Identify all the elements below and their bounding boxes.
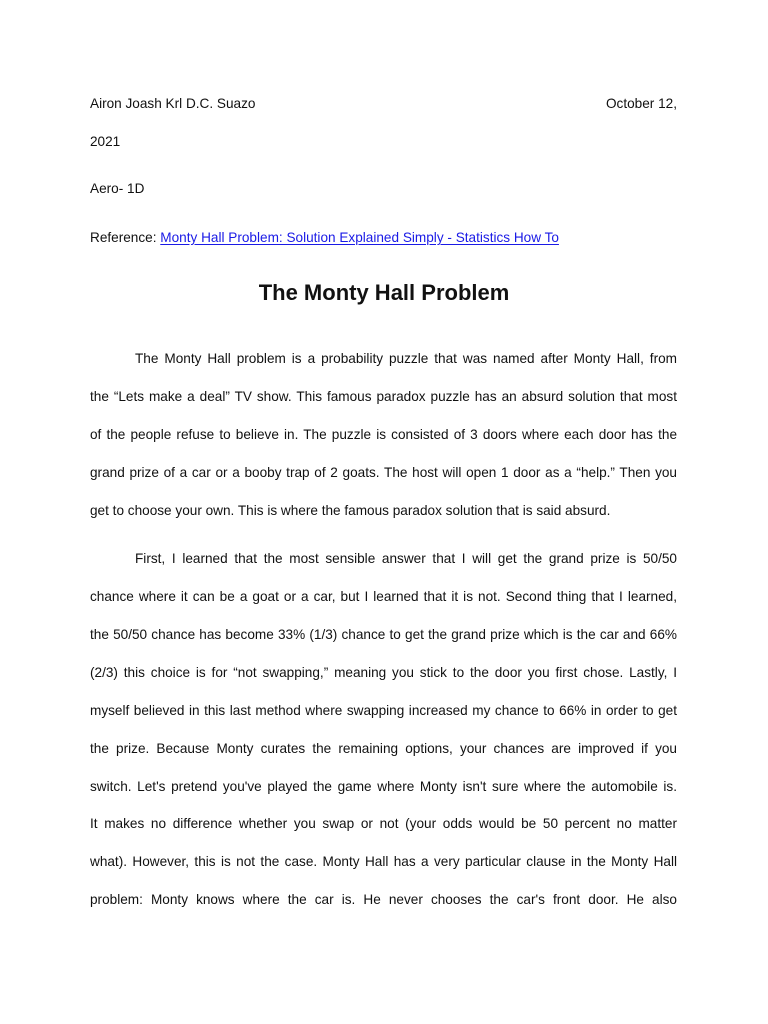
paragraph-2-line: It makes no difference whether you swap or not (your odds would be 50 percent no matter [90,816,677,831]
paragraph-2-line: switch. Let's pretend you've played the game where Monty isn't sure where the automobile is. [90,779,677,794]
paragraph-1-line: The Monty Hall problem is a probability puzzle that was named after Monty Hall, from [135,351,677,366]
paragraph-2-line: the 50/50 chance has become 33% (1/3) chance to get the grand prize which is the car and 66% [90,627,677,642]
paragraph-2-line: problem: Monty knows where the car is. He never chooses the car's front door. He also [90,892,677,907]
document-title: The Monty Hall Problem [258,280,510,305]
reference-link[interactable]: Monty Hall Problem: Solution Explained Simply - Statistics How To [160,230,559,245]
reference-label: Reference: [90,230,157,245]
paragraph-2-line: (2/3) this choice is for “not swapping,” meaning you stick to the door you first chose. Lastly, I [90,665,677,680]
paragraph-2-line: the prize. Because Monty curates the remaining options, your chances are improved if you [90,741,677,756]
section-code: Aero- 1D [90,181,145,196]
paragraph-1-line: get to choose your own. This is where the famous paradox solution that is said absurd. [90,503,611,518]
paragraph-2-line: chance where it can be a goat or a car, but I learned that it is not. Second thing that I learned, [90,589,677,604]
paragraph-2-line: First, I learned that the most sensible answer that I will get the grand prize is 50/50 [135,551,677,566]
paragraph-2-line: what). However, this is not the case. Monty Hall has a very particular clause in the Monty Hall [90,854,677,869]
date-line-1: October 12, [605,96,677,111]
reference-line [90,229,677,247]
author-name: Airon Joash Krl D.C. Suazo [90,96,256,111]
paragraph-2-line: myself believed in this last method where swapping increased my chance to 66% in order to get [90,703,677,718]
paragraph-1-line: of the people refuse to believe in. The puzzle is consisted of 3 doors where each door has the [90,427,677,442]
paragraph-1-line: the “Lets make a deal” TV show. This famous paradox puzzle has an absurd solution that most [90,389,677,404]
date-line-2: 2021 [90,134,121,149]
paragraph-1-line: grand prize of a car or a booby trap of 2 goats. The host will open 1 door as a “help.” Then you [90,465,677,480]
